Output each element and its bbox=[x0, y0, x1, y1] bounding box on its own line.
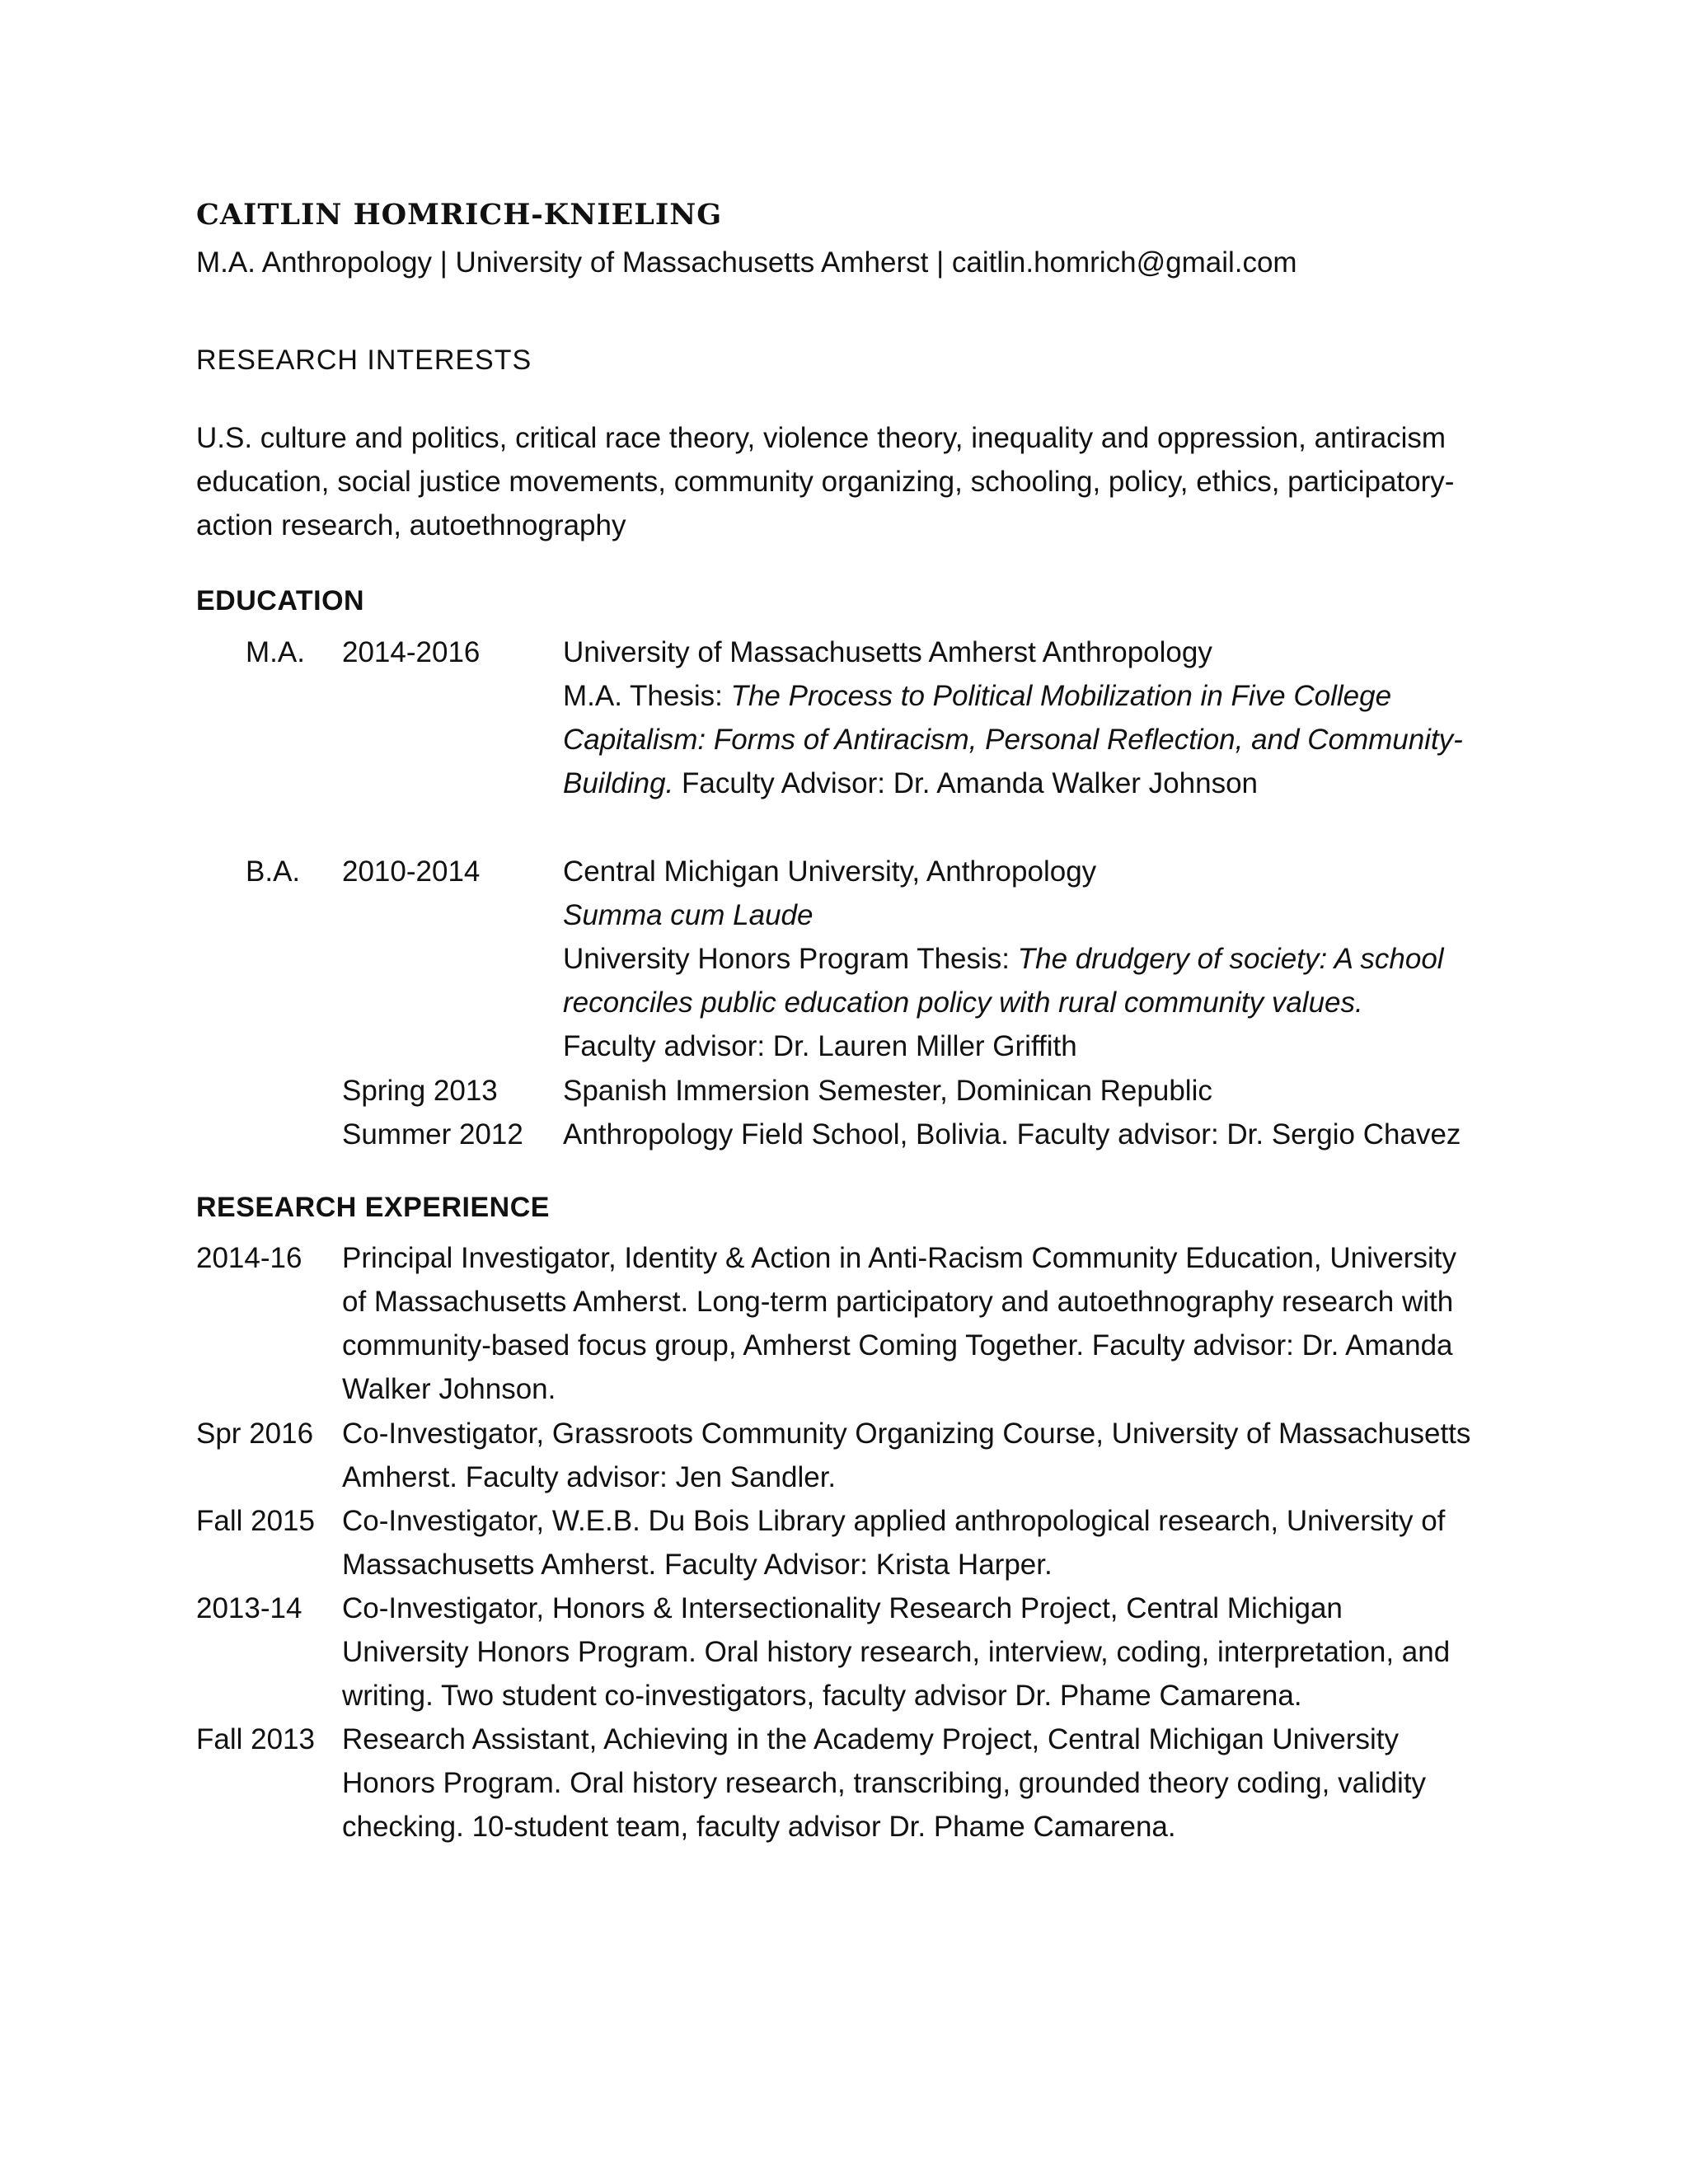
research-interests-heading: RESEARCH INTERESTS bbox=[196, 344, 532, 376]
experience-description bbox=[342, 1412, 1470, 1499]
experience-line: writing. Two student co-investigators, faculty advisor Dr. Phame Camarena. bbox=[342, 1680, 1302, 1712]
ma-thesis-line bbox=[563, 762, 1463, 805]
experience-date: 2014-16 bbox=[196, 1242, 302, 1274]
applicant-subtitle: M.A. Anthropology | University of Massachusetts Amherst | caitlin.homrich@gmail.com bbox=[196, 246, 1297, 279]
experience-line: checking. 10-student team, faculty advisor Dr. Phame Camarena. bbox=[342, 1811, 1176, 1843]
experience-description bbox=[342, 1499, 1445, 1586]
research-interests-line: U.S. culture and politics, critical race theory, violence theory, inequality and oppression, antiracism bbox=[196, 422, 1447, 454]
ma-thesis-line bbox=[563, 674, 1463, 718]
experience-line: Co-Investigator, Grassroots Community Organizing Course, University of Massachusetts bbox=[342, 1418, 1471, 1450]
experience-description bbox=[342, 1236, 1456, 1411]
experience-line: Co-Investigator, Honors & Intersectionality Research Project, Central Michigan bbox=[342, 1592, 1343, 1624]
ba-thesis-title: The drudgery of society: A school bbox=[1017, 943, 1444, 975]
experience-date: 2013-14 bbox=[196, 1592, 302, 1624]
experience-description bbox=[342, 1586, 1450, 1718]
ba-thesis-title: reconciles public education policy with rural community values. bbox=[563, 987, 1363, 1019]
ma-thesis-title: Capitalism: Forms of Antiracism, Personal Reflection, and Community- bbox=[563, 724, 1463, 756]
experience-line: Co-Investigator, W.E.B. Du Bois Library applied anthropological research, University of bbox=[342, 1505, 1446, 1537]
experience-line: of Massachusetts Amherst. Long-term participatory and autoethnography research with bbox=[342, 1286, 1454, 1318]
experience-line: Walker Johnson. bbox=[342, 1373, 556, 1405]
ba-thesis-line bbox=[563, 937, 1444, 981]
ma-thesis-label: M.A. Thesis: bbox=[563, 680, 731, 712]
ma-thesis-title: The Process to Political Mobilization in Five College bbox=[730, 680, 1392, 712]
ba-degree: B.A. bbox=[246, 855, 301, 888]
research-interests-line: education, social justice movements, community organizing, schooling, policy, ethics, participatory- bbox=[196, 466, 1455, 498]
experience-date: Fall 2015 bbox=[196, 1505, 315, 1537]
experience-line: Amherst. Faculty advisor: Jen Sandler. bbox=[342, 1461, 837, 1493]
experience-date: Spr 2016 bbox=[196, 1418, 314, 1450]
research-interests-line: action research, autoethnography bbox=[196, 509, 626, 541]
ma-years: 2014-2016 bbox=[342, 636, 481, 668]
experience-date: Fall 2013 bbox=[196, 1723, 315, 1755]
ma-thesis-line bbox=[563, 718, 1463, 762]
other-education-text: Anthropology Field School, Bolivia. Faculty advisor: Dr. Sergio Chavez bbox=[563, 1118, 1461, 1151]
ba-details bbox=[563, 850, 1444, 1068]
ma-advisor: Faculty Advisor: Dr. Amanda Walker Johnson bbox=[673, 767, 1258, 799]
applicant-name: CAITLIN HOMRICH-KNIELING bbox=[196, 198, 723, 232]
ba-honor-text: Summa cum Laude bbox=[563, 899, 814, 931]
experience-line: Honors Program. Oral history research, transcribing, grounded theory coding, validity bbox=[342, 1767, 1427, 1799]
ba-honor bbox=[563, 893, 1444, 937]
ba-thesis-label: University Honors Program Thesis: bbox=[563, 943, 1018, 975]
experience-line: Massachusetts Amherst. Faculty Advisor: Krista Harper. bbox=[342, 1549, 1053, 1581]
research-experience-heading: RESEARCH EXPERIENCE bbox=[196, 1192, 550, 1223]
other-education-text: Spanish Immersion Semester, Dominican Republic bbox=[563, 1075, 1212, 1107]
ma-details bbox=[563, 630, 1463, 805]
experience-line: Principal Investigator, Identity & Action in Anti-Racism Community Education, University bbox=[342, 1242, 1456, 1274]
education-heading: EDUCATION bbox=[196, 585, 365, 616]
ba-school: Central Michigan University, Anthropology bbox=[563, 855, 1097, 888]
experience-line: University Honors Program. Oral history research, interview, coding, interpretation, and bbox=[342, 1636, 1451, 1668]
ba-advisor: Faculty advisor: Dr. Lauren Miller Griffith bbox=[563, 1030, 1077, 1062]
experience-line: community-based focus group, Amherst Coming Together. Faculty advisor: Dr. Amanda bbox=[342, 1329, 1453, 1361]
ma-thesis-title: Building. bbox=[563, 767, 674, 799]
experience-line: Research Assistant, Achieving in the Academy Project, Central Michigan University bbox=[342, 1723, 1399, 1755]
research-interests-text bbox=[196, 416, 1454, 547]
other-education-date: Spring 2013 bbox=[342, 1075, 498, 1107]
other-education-date: Summer 2012 bbox=[342, 1118, 523, 1151]
experience-description bbox=[342, 1718, 1426, 1849]
ba-thesis-line bbox=[563, 981, 1444, 1024]
ba-years: 2010-2014 bbox=[342, 855, 481, 888]
ma-school: University of Massachusetts Amherst Anthropology bbox=[563, 636, 1212, 668]
ma-degree: M.A. bbox=[246, 636, 305, 668]
